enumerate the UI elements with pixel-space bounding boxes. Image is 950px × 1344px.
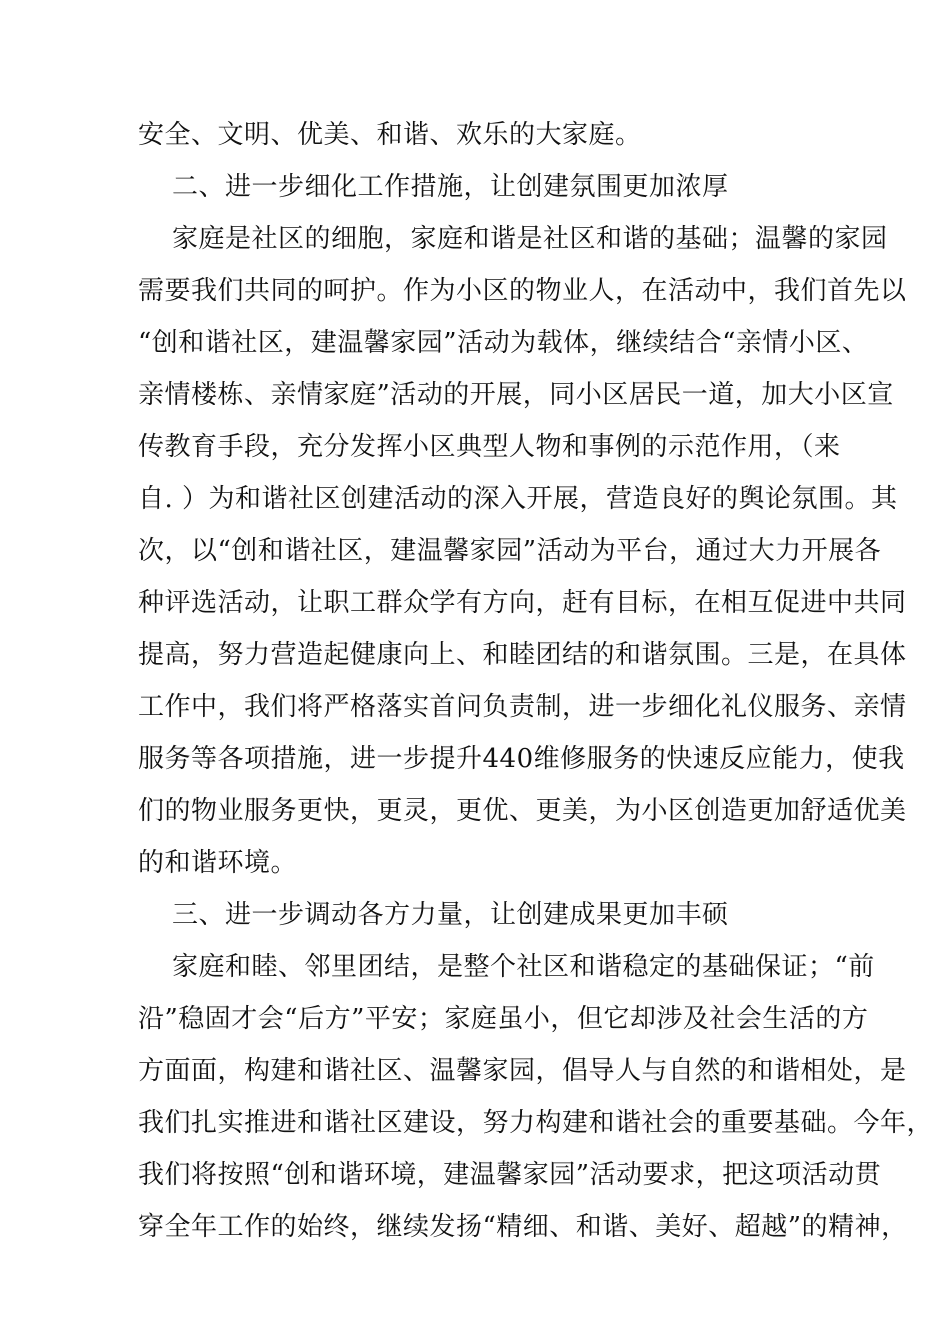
text-line: 家庭和睦、邻里团结，是整个社区和谐稳定的基础保证；“前 xyxy=(172,952,875,982)
text-line: 穿全年工作的始终，继续发扬“精细、和谐、美好、超越”的精神， xyxy=(138,1212,908,1242)
text-line: 工作中，我们将严格落实首问负责制，进一步细化礼仪服务、亲情 xyxy=(138,692,907,722)
text-line: 提高，努力营造起健康向上、和睦团结的和谐氛围。三是，在具体 xyxy=(138,640,907,670)
text-line: 家庭是社区的细胞，家庭和谐是社区和谐的基础；温馨的家园 xyxy=(172,224,888,254)
text-line: 们的物业服务更快，更灵，更优、更美，为小区创造更加舒适优美 xyxy=(138,796,907,826)
section-heading-2: 二、进一步细化工作措施，让创建氛围更加浓厚 xyxy=(172,172,729,202)
text-line: 种评选活动，让职工群众学有方向，赶有目标，在相互促进中共同 xyxy=(138,588,907,618)
text-line: 方面面，构建和谐社区、温馨家园，倡导人与自然的和谐相处，是 xyxy=(138,1056,907,1086)
text-line: 我们扎实推进和谐社区建设，努力构建和谐社会的重要基础。今年， xyxy=(138,1108,934,1138)
text-line: 需要我们共同的呵护。作为小区的物业人，在活动中，我们首先以 xyxy=(138,276,907,306)
text-line: 次，以“创和谐社区，建温馨家园”活动为平台，通过大力开展各 xyxy=(138,536,882,566)
text-line: 的和谐环境。 xyxy=(138,848,298,878)
text-line: 亲情楼栋、亲情家庭”活动的开展，同小区居民一道，加大小区宣 xyxy=(138,380,894,410)
text-line: 沿”稳固才会“后方”平安；家庭虽小，但它却涉及社会生活的方 xyxy=(138,1004,869,1034)
text-line: 服务等各项措施，进一步提升440维修服务的快速反应能力，使我 xyxy=(138,744,905,774)
text-line: 我们将按照“创和谐环境，建温馨家园”活动要求，把这项活动贯 xyxy=(138,1160,882,1190)
text-line: 安全、文明、优美、和谐、欢乐的大家庭。 xyxy=(138,120,642,150)
text-line: “创和谐社区，建温馨家园”活动为载体，继续结合“亲情小区、 xyxy=(138,328,869,358)
text-line: 自. ）为和谐社区创建活动的深入开展，营造良好的舆论氛围。其 xyxy=(138,484,898,514)
text-line: 传教育手段，充分发挥小区典型人物和事例的示范作用，（来 xyxy=(138,432,841,462)
section-heading-3: 三、进一步调动各方力量，让创建成果更加丰硕 xyxy=(172,900,729,930)
